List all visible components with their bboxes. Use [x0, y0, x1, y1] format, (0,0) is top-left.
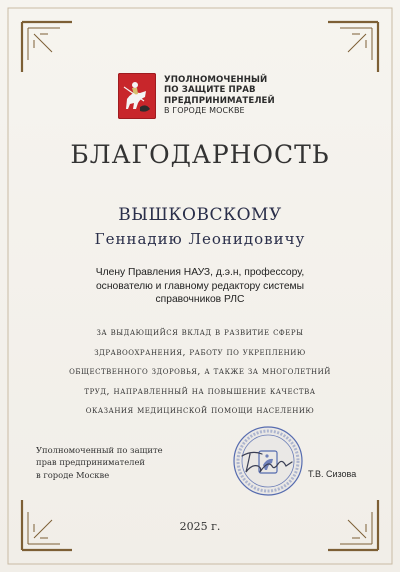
recipient-role	[0, 266, 400, 307]
document-title: БЛАГОДАРНОСТЬ	[70, 140, 330, 169]
position-line-3: в городе Москве	[36, 469, 110, 480]
position-line-1: Уполномоченный по защите	[36, 445, 163, 455]
body-line-3: общественного здоровья, а также за многолетний	[69, 366, 331, 378]
moscow-coat-of-arms-icon	[118, 73, 156, 119]
body-line-2: здравоохранения, работу по укреплению	[94, 346, 306, 358]
issuer-line-4: В ГОРОДЕ МОСКВЕ	[164, 106, 245, 116]
gratitude-text	[0, 323, 400, 421]
handwritten-signature	[238, 446, 298, 480]
issuer-line-1: УПОЛНОМОЧЕННЫЙ	[164, 75, 268, 85]
signer-name: Т.В. Сизова	[308, 469, 357, 479]
recipient-name: Геннадию Леонидовичу	[94, 230, 306, 248]
body-line-5: оказания медицинской помощи населению	[85, 405, 315, 417]
issuer-line-3: ПРЕДПРИНИМАТЕЛЕЙ	[164, 95, 275, 106]
issuer-line-2: ПО ЗАЩИТЕ ПРАВ	[164, 85, 256, 96]
issuer-header	[118, 73, 275, 119]
body-line-4: труд, направленный на повышение качества	[84, 385, 316, 397]
role-line-3: справочников РЛС	[155, 294, 245, 306]
role-line-1: Члену Правления НАУЗ, д.э.н, профессору,	[95, 267, 305, 278]
corner-ornament-top-left	[22, 22, 72, 72]
position-line-2: прав предпринимателей	[36, 457, 146, 468]
issue-year: 2025 г.	[179, 520, 221, 533]
signatory-position	[36, 444, 163, 481]
corner-ornament-top-right	[328, 22, 378, 72]
role-line-2: основателю и главному редактору системы	[95, 280, 305, 292]
recipient-surname: ВЫШКОВСКОМУ	[118, 205, 282, 225]
issuer-name	[164, 75, 275, 117]
body-line-1: за выдающийся вклад в развитие сферы	[96, 327, 304, 338]
